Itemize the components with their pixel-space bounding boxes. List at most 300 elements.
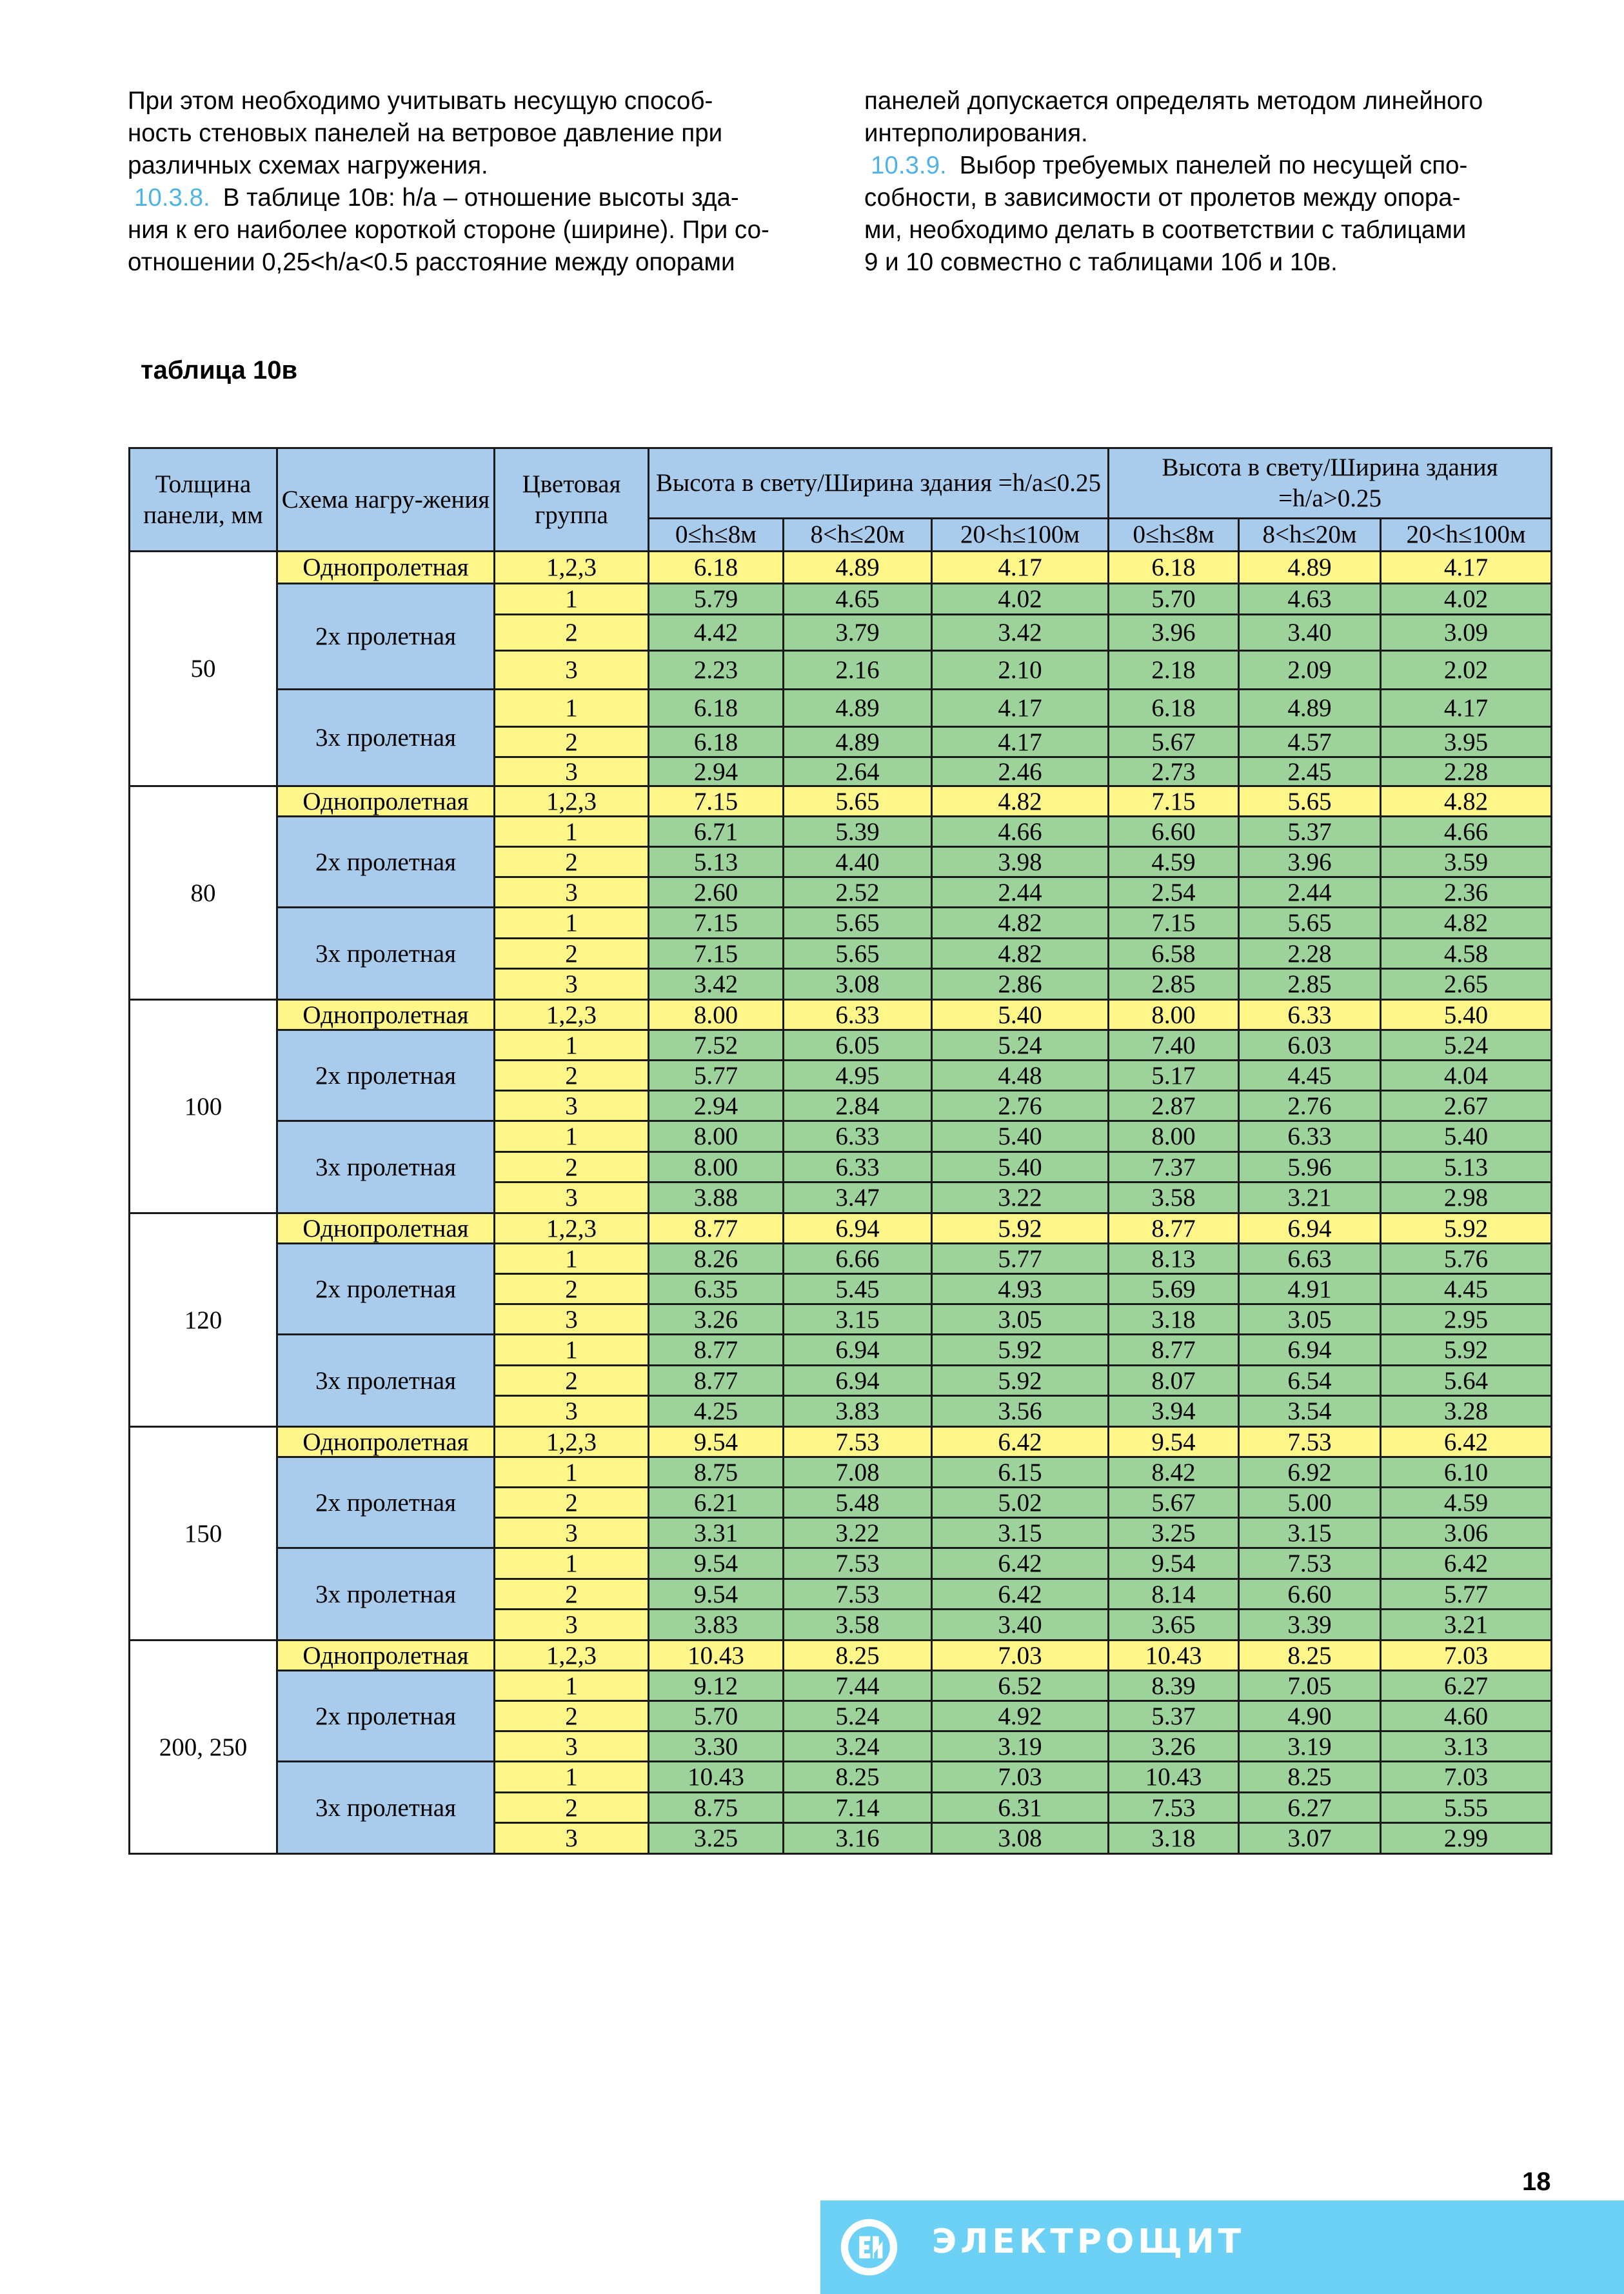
table-row [130,908,1552,939]
value-cell: 10.43 [649,1641,784,1671]
value-cell: 5.92 [932,1335,1109,1366]
value-cell: 8.25 [784,1641,932,1671]
color-group-cell: 2 [495,1488,649,1518]
value-cell: 3.09 [1381,615,1552,651]
table-row [130,690,1552,727]
value-cell: 2.09 [1239,651,1381,690]
value-cell: 4.42 [649,615,784,651]
color-group-cell: 3 [495,651,649,690]
value-cell: 3.96 [1239,847,1381,877]
value-cell: 3.25 [649,1823,784,1854]
value-cell: 3.05 [932,1304,1109,1335]
load-capacity-table [128,447,1552,1855]
value-cell: 6.94 [784,1335,932,1366]
value-cell: 4.59 [1109,847,1239,877]
value-cell: 2.67 [1381,1091,1552,1121]
color-group-cell: 2 [495,1793,649,1823]
value-cell: 2.45 [1239,757,1381,786]
intro-right-paragraph-1 [864,85,1561,150]
value-cell: 3.18 [1109,1304,1239,1335]
value-cell: 6.60 [1239,1579,1381,1610]
value-cell: 2.02 [1381,651,1552,690]
table-row [130,1762,1552,1793]
value-cell: 8.75 [649,1457,784,1488]
value-cell: 10.43 [1109,1641,1239,1671]
text-line: В таблице 10в: h/a – отношение высоты зда- [223,184,739,212]
value-cell: 3.06 [1381,1518,1552,1548]
value-cell: 5.92 [1381,1213,1552,1244]
header-range: 0≤h≤8м [649,519,784,552]
value-cell: 6.58 [1109,939,1239,969]
value-cell: 7.52 [649,1030,784,1061]
header-range: 8<h≤20м [1239,519,1381,552]
header-group-b: Высота в свету/Ширина здания =h/a>0.25 [1109,448,1552,519]
value-cell: 7.15 [649,908,784,939]
value-cell: 5.37 [1109,1701,1239,1731]
thickness-cell: 80 [130,786,277,1000]
value-cell: 3.88 [649,1182,784,1213]
value-cell: 3.31 [649,1518,784,1548]
table-row [130,1671,1552,1701]
table-body [130,552,1552,1854]
value-cell: 4.40 [784,847,932,877]
table-caption: таблица 10в [141,356,298,384]
color-group-cell: 1 [495,1762,649,1793]
color-group-cell: 3 [495,1823,649,1854]
value-cell: 3.22 [784,1518,932,1548]
header-color-group: Цветовая группа [495,448,649,552]
value-cell: 8.00 [649,1152,784,1182]
text-line: интерполирования. [864,119,1088,147]
value-cell: 7.53 [1239,1548,1381,1579]
color-group-cell: 1 [495,817,649,847]
value-cell: 5.40 [932,1000,1109,1030]
value-cell: 4.57 [1239,727,1381,757]
value-cell: 3.18 [1109,1823,1239,1854]
value-cell: 3.65 [1109,1610,1239,1641]
table-row [130,1427,1552,1457]
text-line: ния к его наиболее короткой стороне (ширине). При со- [128,216,769,244]
value-cell: 4.66 [1381,817,1552,847]
color-group-cell: 1,2,3 [495,1641,649,1671]
value-cell: 8.14 [1109,1579,1239,1610]
thickness-cell: 50 [130,552,277,786]
value-cell: 3.07 [1239,1823,1381,1854]
value-cell: 3.39 [1239,1610,1381,1641]
value-cell: 8.77 [649,1366,784,1396]
color-group-cell: 1,2,3 [495,786,649,817]
value-cell: 5.77 [1381,1579,1552,1610]
value-cell: 4.25 [649,1396,784,1427]
value-cell: 2.86 [932,969,1109,1000]
value-cell: 6.18 [649,690,784,727]
table-row [130,1000,1552,1030]
color-group-cell: 2 [495,1366,649,1396]
color-group-cell: 1,2,3 [495,1427,649,1457]
value-cell: 3.15 [1239,1518,1381,1548]
value-cell: 3.83 [784,1396,932,1427]
color-group-cell: 1 [495,1548,649,1579]
header-range: 8<h≤20м [784,519,932,552]
scheme-cell: Однопролетная [277,1427,495,1457]
value-cell: 5.39 [784,817,932,847]
color-group-cell: 2 [495,1701,649,1731]
color-group-cell: 1 [495,1121,649,1152]
color-group-cell: 1 [495,1335,649,1366]
value-cell: 4.17 [1381,552,1552,584]
scheme-cell: 2х пролетная [277,817,495,908]
value-cell: 9.54 [649,1427,784,1457]
value-cell: 6.18 [649,727,784,757]
value-cell: 8.42 [1109,1457,1239,1488]
value-cell: 4.45 [1381,1274,1552,1304]
header-thickness: Толщина панели, мм [130,448,277,552]
value-cell: 3.95 [1381,727,1552,757]
section-number: 10.3.8. [134,184,210,212]
value-cell: 5.77 [649,1061,784,1091]
value-cell: 3.94 [1109,1396,1239,1427]
value-cell: 9.54 [1109,1548,1239,1579]
value-cell: 6.66 [784,1244,932,1274]
value-cell: 4.89 [784,727,932,757]
value-cell: 2.76 [1239,1091,1381,1121]
value-cell: 3.79 [784,615,932,651]
header-range: 20<h≤100м [1381,519,1552,552]
value-cell: 5.65 [1239,908,1381,939]
value-cell: 3.40 [1239,615,1381,651]
value-cell: 5.67 [1109,727,1239,757]
scheme-cell: 3х пролетная [277,1121,495,1213]
value-cell: 2.23 [649,651,784,690]
color-group-cell: 1 [495,1457,649,1488]
table-row [130,1335,1552,1366]
scheme-cell: 2х пролетная [277,1457,495,1548]
value-cell: 4.59 [1381,1488,1552,1518]
table-row [130,1244,1552,1274]
table-row [130,584,1552,615]
value-cell: 7.53 [1239,1427,1381,1457]
color-group-cell: 1,2,3 [495,1000,649,1030]
value-cell: 6.94 [1239,1213,1381,1244]
value-cell: 5.65 [784,908,932,939]
value-cell: 2.36 [1381,877,1552,908]
value-cell: 3.16 [784,1823,932,1854]
value-cell: 8.77 [1109,1335,1239,1366]
color-group-cell: 3 [495,1091,649,1121]
value-cell: 7.15 [649,786,784,817]
value-cell: 2.44 [932,877,1109,908]
thickness-cell: 200, 250 [130,1641,277,1854]
value-cell: 2.99 [1381,1823,1552,1854]
value-cell: 7.14 [784,1793,932,1823]
value-cell: 8.07 [1109,1366,1239,1396]
value-cell: 5.24 [784,1701,932,1731]
value-cell: 4.45 [1239,1061,1381,1091]
value-cell: 7.05 [1239,1671,1381,1701]
value-cell: 5.76 [1381,1244,1552,1274]
value-cell: 3.98 [932,847,1109,877]
section-number: 10.3.9. [871,152,947,179]
table-row [130,1641,1552,1671]
value-cell: 4.89 [1239,552,1381,584]
value-cell: 5.45 [784,1274,932,1304]
value-cell: 5.92 [1381,1335,1552,1366]
color-group-cell: 3 [495,757,649,786]
value-cell: 6.42 [932,1548,1109,1579]
value-cell: 3.21 [1239,1182,1381,1213]
scheme-cell: 3х пролетная [277,690,495,786]
value-cell: 6.18 [649,552,784,584]
value-cell: 6.42 [932,1579,1109,1610]
value-cell: 4.02 [1381,584,1552,615]
header-range: 0≤h≤8м [1109,519,1239,552]
value-cell: 3.25 [1109,1518,1239,1548]
color-group-cell: 3 [495,1304,649,1335]
value-cell: 5.02 [932,1488,1109,1518]
intro-left-paragraph-2 [128,182,824,279]
value-cell: 4.92 [932,1701,1109,1731]
table-row [130,786,1552,817]
value-cell: 5.00 [1239,1488,1381,1518]
value-cell: 5.24 [932,1030,1109,1061]
value-cell: 6.54 [1239,1366,1381,1396]
value-cell: 3.08 [932,1823,1109,1854]
value-cell: 2.46 [932,757,1109,786]
text-line: ность стеновых панелей на ветровое давление при [128,119,723,147]
thickness-cell: 150 [130,1427,277,1641]
value-cell: 2.16 [784,651,932,690]
table-row [130,817,1552,847]
value-cell: 7.15 [1109,786,1239,817]
value-cell: 8.25 [1239,1762,1381,1793]
value-cell: 5.48 [784,1488,932,1518]
value-cell: 5.69 [1109,1274,1239,1304]
value-cell: 4.17 [932,690,1109,727]
header-range: 20<h≤100м [932,519,1109,552]
value-cell: 6.18 [1109,690,1239,727]
value-cell: 7.03 [932,1641,1109,1671]
value-cell: 8.25 [784,1762,932,1793]
value-cell: 5.65 [1239,786,1381,817]
value-cell: 7.15 [649,939,784,969]
value-cell: 5.67 [1109,1488,1239,1518]
value-cell: 8.39 [1109,1671,1239,1701]
value-cell: 5.65 [784,786,932,817]
color-group-cell: 3 [495,1396,649,1427]
value-cell: 3.59 [1381,847,1552,877]
value-cell: 5.37 [1239,817,1381,847]
table-row [130,1030,1552,1061]
color-group-cell: 1,2,3 [495,1213,649,1244]
value-cell: 4.89 [784,552,932,584]
value-cell: 3.24 [784,1731,932,1762]
color-group-cell: 3 [495,877,649,908]
scheme-cell: 3х пролетная [277,1548,495,1641]
value-cell: 6.33 [784,1000,932,1030]
value-cell: 4.17 [932,552,1109,584]
color-group-cell: 3 [495,1518,649,1548]
text-line: ми, необходимо делать в соответствии с таблицами [864,216,1467,244]
value-cell: 6.31 [932,1793,1109,1823]
color-group-cell: 3 [495,969,649,1000]
value-cell: 5.40 [1381,1000,1552,1030]
value-cell: 2.18 [1109,651,1239,690]
value-cell: 6.33 [1239,1121,1381,1152]
value-cell: 6.63 [1239,1244,1381,1274]
value-cell: 6.21 [649,1488,784,1518]
scheme-cell: Однопролетная [277,552,495,584]
brand-name: ЭЛЕКТРОЩИТ [932,2222,1245,2261]
value-cell: 3.28 [1381,1396,1552,1427]
value-cell: 6.94 [784,1213,932,1244]
value-cell: 3.15 [784,1304,932,1335]
value-cell: 7.53 [1109,1793,1239,1823]
value-cell: 5.70 [1109,584,1239,615]
value-cell: 3.30 [649,1731,784,1762]
table-row [130,1457,1552,1488]
header-group-a: Высота в свету/Ширина здания =h/a≤0.25 [649,448,1109,519]
text-line: Выбор требуемых панелей по несущей спо- [959,152,1468,179]
color-group-cell: 1 [495,1244,649,1274]
value-cell: 4.95 [784,1061,932,1091]
value-cell: 4.66 [932,817,1109,847]
text-line: различных схемах нагружения. [128,152,488,179]
value-cell: 7.03 [932,1762,1109,1793]
scheme-cell: 3х пролетная [277,1762,495,1854]
value-cell: 3.13 [1381,1731,1552,1762]
value-cell: 3.26 [1109,1731,1239,1762]
value-cell: 5.24 [1381,1030,1552,1061]
scheme-cell: 2х пролетная [277,584,495,690]
value-cell: 6.33 [784,1121,932,1152]
value-cell: 3.96 [1109,615,1239,651]
value-cell: 5.96 [1239,1152,1381,1182]
color-group-cell: 2 [495,1061,649,1091]
value-cell: 2.87 [1109,1091,1239,1121]
value-cell: 6.60 [1109,817,1239,847]
value-cell: 5.40 [1381,1121,1552,1152]
value-cell: 2.44 [1239,877,1381,908]
value-cell: 7.53 [784,1427,932,1457]
value-cell: 6.94 [1239,1335,1381,1366]
value-cell: 3.42 [649,969,784,1000]
value-cell: 2.28 [1239,939,1381,969]
intro-right-paragraph-2 [864,150,1561,279]
scheme-cell: 3х пролетная [277,1335,495,1427]
value-cell: 8.26 [649,1244,784,1274]
value-cell: 7.40 [1109,1030,1239,1061]
value-cell: 6.92 [1239,1457,1381,1488]
value-cell: 2.84 [784,1091,932,1121]
color-group-cell: 2 [495,1152,649,1182]
value-cell: 6.10 [1381,1457,1552,1488]
value-cell: 9.54 [649,1579,784,1610]
value-cell: 4.63 [1239,584,1381,615]
color-group-cell: 1 [495,690,649,727]
color-group-cell: 1 [495,908,649,939]
value-cell: 3.21 [1381,1610,1552,1641]
value-cell: 2.95 [1381,1304,1552,1335]
value-cell: 5.40 [932,1152,1109,1182]
value-cell: 4.02 [932,584,1109,615]
value-cell: 9.54 [649,1548,784,1579]
value-cell: 6.52 [932,1671,1109,1701]
color-group-cell: 2 [495,615,649,651]
intro-left-column [128,85,824,279]
scheme-cell: 3х пролетная [277,908,495,1000]
value-cell: 2.94 [649,757,784,786]
value-cell: 9.12 [649,1671,784,1701]
value-cell: 2.60 [649,877,784,908]
value-cell: 4.82 [932,939,1109,969]
value-cell: 2.10 [932,651,1109,690]
value-cell: 5.92 [932,1213,1109,1244]
thickness-cell: 120 [130,1213,277,1427]
table-row [130,1548,1552,1579]
intro-right-column [864,85,1561,279]
value-cell: 4.82 [1381,786,1552,817]
color-group-cell: 1 [495,584,649,615]
value-cell: 8.25 [1239,1641,1381,1671]
text-line: собности, в зависимости от пролетов между опора- [864,184,1461,212]
value-cell: 10.43 [1109,1762,1239,1793]
value-cell: 3.58 [784,1610,932,1641]
value-cell: 2.52 [784,877,932,908]
color-group-cell: 1,2,3 [495,552,649,584]
color-group-cell: 3 [495,1731,649,1762]
value-cell: 5.92 [932,1366,1109,1396]
header-scheme: Схема нагру-жения [277,448,495,552]
value-cell: 6.05 [784,1030,932,1061]
value-cell: 4.82 [932,786,1109,817]
value-cell: 7.15 [1109,908,1239,939]
scheme-cell: Однопролетная [277,1641,495,1671]
electroshield-logo-icon [838,2217,900,2278]
value-cell: 6.03 [1239,1030,1381,1061]
value-cell: 8.77 [649,1335,784,1366]
value-cell: 8.00 [1109,1121,1239,1152]
text-line: При этом необходимо учитывать несущую способ- [128,87,713,115]
value-cell: 3.22 [932,1182,1109,1213]
value-cell: 3.26 [649,1304,784,1335]
value-cell: 3.40 [932,1610,1109,1641]
value-cell: 8.00 [1109,1000,1239,1030]
value-cell: 2.65 [1381,969,1552,1000]
value-cell: 5.64 [1381,1366,1552,1396]
value-cell: 5.65 [784,939,932,969]
table-row [130,552,1552,584]
value-cell: 7.53 [784,1579,932,1610]
value-cell: 7.08 [784,1457,932,1488]
intro-left-paragraph-1 [128,85,824,182]
value-cell: 2.76 [932,1091,1109,1121]
value-cell: 4.17 [1381,690,1552,727]
value-cell: 8.00 [649,1000,784,1030]
value-cell: 3.19 [932,1731,1109,1762]
value-cell: 2.64 [784,757,932,786]
value-cell: 4.58 [1381,939,1552,969]
value-cell: 8.13 [1109,1244,1239,1274]
value-cell: 5.55 [1381,1793,1552,1823]
value-cell: 6.94 [784,1366,932,1396]
value-cell: 2.73 [1109,757,1239,786]
value-cell: 4.48 [932,1061,1109,1091]
value-cell: 6.15 [932,1457,1109,1488]
value-cell: 2.28 [1381,757,1552,786]
value-cell: 6.18 [1109,552,1239,584]
value-cell: 5.17 [1109,1061,1239,1091]
value-cell: 3.42 [932,615,1109,651]
